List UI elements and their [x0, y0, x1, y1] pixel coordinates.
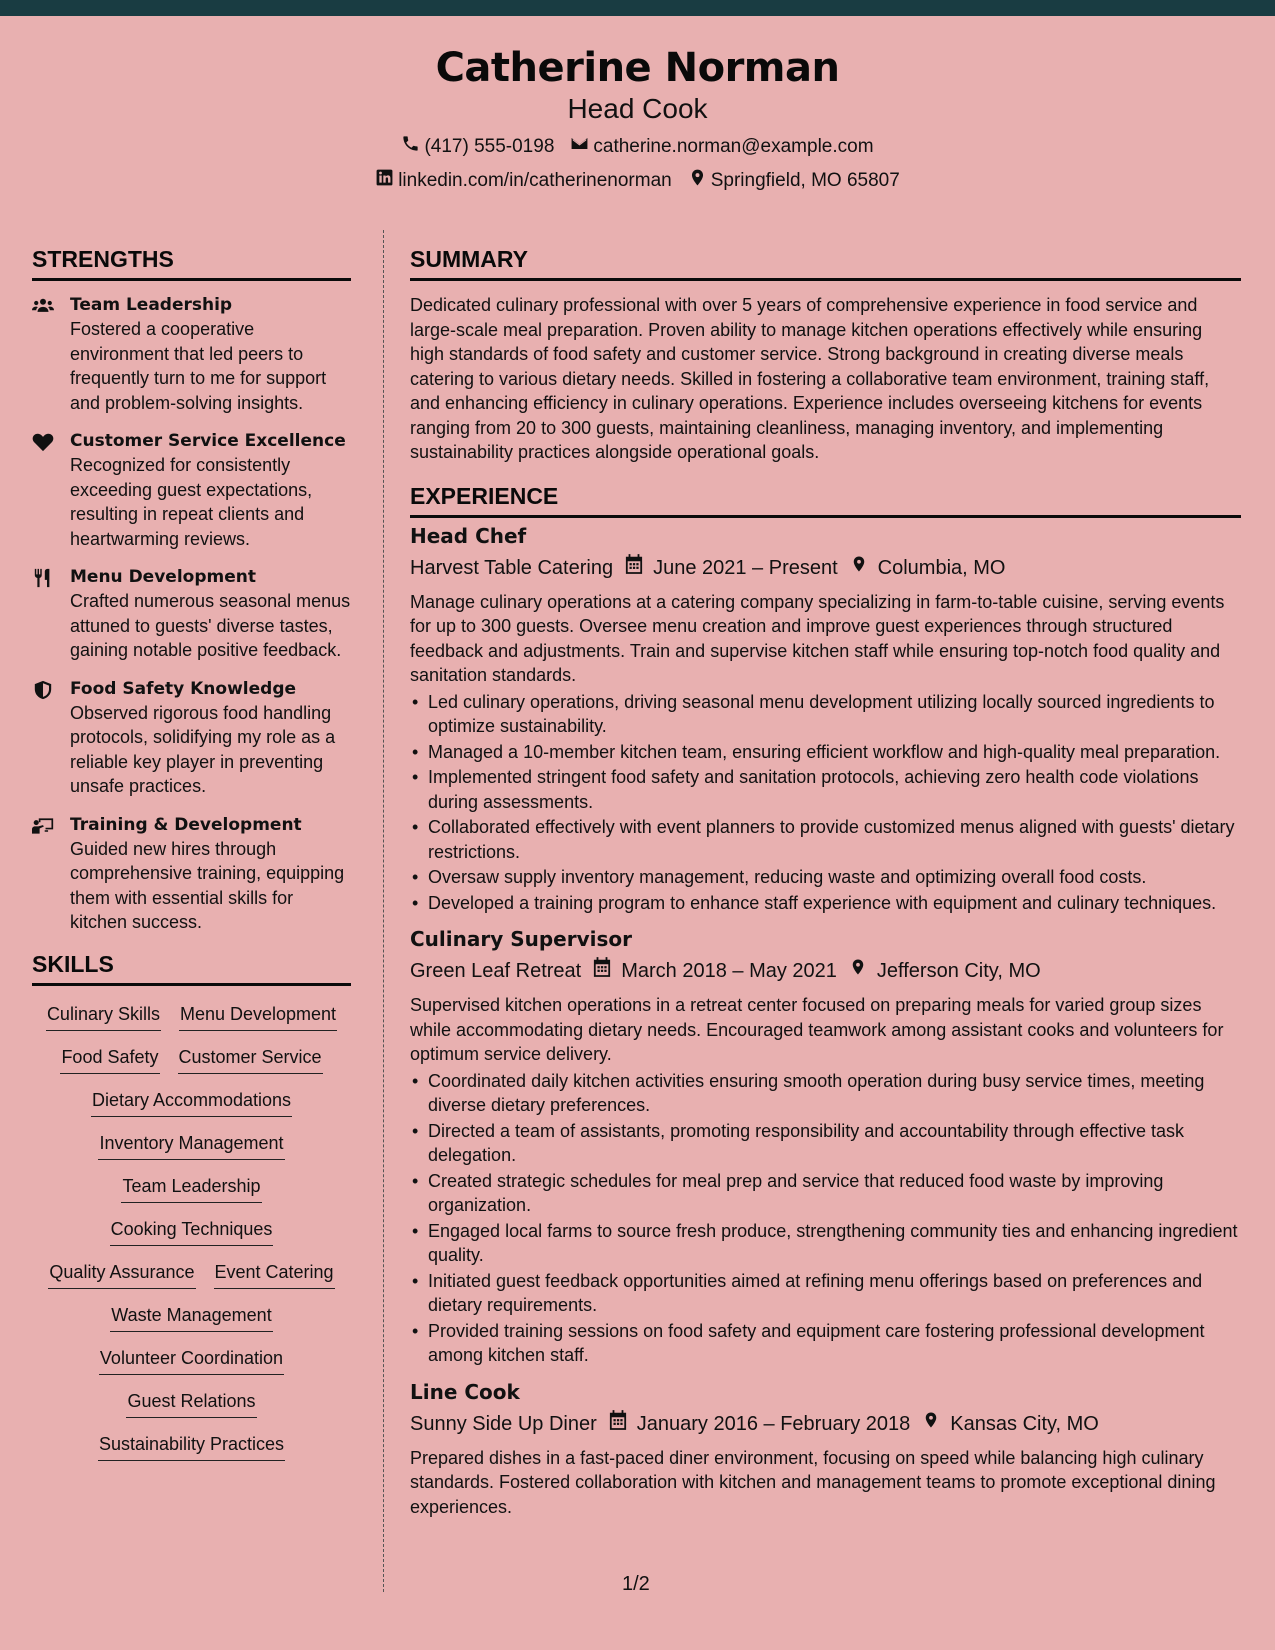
email-text: catherine.norman@example.com [593, 136, 874, 157]
contact-phone [401, 134, 554, 160]
job-company: Sunny Side Up Diner [410, 1412, 597, 1435]
job-bullet: • Managed a 10-member kitchen team, ensuring efficient workflow and high-quality meal preparation. [410, 740, 1241, 765]
skills-title: SKILLS [32, 949, 351, 986]
job-company: Harvest Table Catering [410, 556, 614, 579]
job-title: Line Cook [410, 1379, 520, 1404]
teacher-icon [32, 813, 60, 935]
skill-tag: Menu Development [179, 1002, 337, 1031]
skill-tag: Dietary Accommodations [91, 1088, 292, 1117]
strength-desc: Guided new hires through comprehensive training, equipping them with essential skills for kitchen success. [70, 838, 345, 932]
left-column [32, 244, 351, 1461]
job-dates [609, 1410, 911, 1438]
phone-icon [401, 134, 420, 160]
linkedin-icon [375, 168, 394, 194]
strength-title: Customer Service Excellence [70, 431, 346, 451]
strength-desc: Crafted numerous seasonal menus attuned to guests' diverse tastes, gaining notable positive feedback. [70, 591, 351, 660]
contact-line-2 [0, 168, 1275, 194]
job-bullet: • Provided training sessions on food safety and equipment care fostering professional development among kitchen staff. [410, 1319, 1241, 1368]
job-bullet: • Created strategic schedules for meal prep and service that reduced food waste by improving organization. [410, 1169, 1241, 1218]
contact-line-1 [0, 134, 1275, 160]
skill-tag: Customer Service [178, 1045, 323, 1074]
job-dates [625, 554, 838, 582]
skill-tag: Team Leadership [121, 1174, 261, 1203]
job-location-text: Kansas City, MO [950, 1412, 1099, 1435]
contact-email[interactable] [570, 134, 873, 160]
strengths-title: STRENGTHS [32, 244, 351, 281]
job-location [922, 1410, 1099, 1438]
skill-tag: Volunteer Coordination [99, 1346, 284, 1375]
job-entry [410, 925, 1241, 1368]
right-column [410, 244, 1241, 1519]
job-bullet: • Oversaw supply inventory management, reducing waste and optimizing overall food costs. [410, 865, 1241, 890]
strength-title: Food Safety Knowledge [70, 678, 297, 699]
skill-tag: Inventory Management [98, 1131, 284, 1160]
skills-list [32, 1002, 351, 1461]
users-icon [32, 293, 60, 415]
strength-desc: Observed rigorous food handling protocols, solidifying my role as a reliable key player in preventing unsafe practices. [70, 702, 336, 796]
strength-desc: Fostered a cooperative environment that led peers to frequently turn to me for support and problem-solving insights. [70, 319, 327, 413]
job-bullet: • Led culinary operations, driving seasonal menu development utilizing locally sourced ingredients to optimize sustainability. [410, 690, 1241, 739]
strength-item [32, 813, 351, 935]
job-bullets [410, 690, 1241, 916]
shield-icon [32, 677, 60, 799]
column-divider [383, 230, 384, 1592]
job-location-text: Columbia, MO [877, 556, 1006, 579]
job-dates-text: January 2016 – February 2018 [636, 1412, 911, 1435]
summary-text: Dedicated culinary professional with over 5 years of comprehensive experience in food service and large-scale meal preparation. Proven ability to manage kitchen operations effectively while ensuring high standards of food safety and customer service. Strong background in creating diverse meals catering to various dietary needs. Skilled in fostering a collaborative team environment, training staff, and enhancing efficiency in culinary operations. Experience includes overseeing kitchens for events ranging from 20 to 300 guests, maintaining cleanliness, managing inventory, and implementing sustainability practices alongside operational goals. [410, 295, 1210, 462]
job-dates-text: March 2018 – May 2021 [621, 960, 837, 982]
job-location [849, 957, 1041, 985]
calendar-icon [625, 554, 643, 582]
envelope-icon [570, 134, 589, 160]
skill-tag: Cooking Techniques [110, 1217, 274, 1246]
job-bullet: • Collaborated effectively with event planners to provide customized menus aligned with guests' dietary restrictions. [410, 815, 1241, 864]
job-entry [410, 1378, 1241, 1520]
resume-header [0, 16, 1275, 204]
utensils-icon [32, 565, 60, 663]
map-pin-icon [688, 168, 707, 194]
skills-section [32, 949, 351, 1461]
strength-item [32, 293, 351, 415]
job-bullet: • Implemented stringent food safety and sanitation protocols, achieving zero health code violations during assessments. [410, 765, 1241, 814]
heart-icon [32, 429, 60, 551]
map-pin-icon [922, 1410, 940, 1438]
strength-item [32, 565, 351, 663]
map-pin-icon [850, 554, 868, 582]
job-bullets [410, 1069, 1241, 1368]
contact-linkedin[interactable] [375, 168, 672, 194]
calendar-icon [609, 1410, 627, 1438]
job-location-text: Jefferson City, MO [876, 960, 1041, 982]
job-bullet: • Developed a training program to enhance staff experience with equipment and culinary techniques. [410, 891, 1241, 916]
contact-location [688, 168, 900, 194]
job-dates-text: June 2021 – Present [653, 556, 838, 579]
skill-tag: Quality Assurance [48, 1260, 195, 1289]
calendar-icon [593, 957, 611, 985]
strength-desc: Recognized for consistently exceeding guest expectations, resulting in repeat clients and heartwarming reviews. [70, 455, 313, 549]
job-meta [410, 957, 1241, 985]
strength-title: Menu Development [70, 567, 256, 587]
strength-item [32, 677, 351, 799]
map-pin-icon [849, 957, 867, 985]
job-bullet: • Coordinated daily kitchen activities ensuring smooth operation during busy service times, meeting diverse dietary preferences. [410, 1069, 1241, 1118]
job-company: Green Leaf Retreat [410, 960, 582, 982]
strength-title: Training & Development [70, 814, 302, 835]
skill-tag: Food Safety [60, 1045, 159, 1074]
job-title: Culinary Supervisor [410, 927, 633, 951]
page-number: 1/2 [622, 1573, 650, 1595]
skill-tag: Event Catering [214, 1260, 335, 1289]
job-location [850, 554, 1006, 582]
job-description: Supervised kitchen operations in a retreat center focused on preparing meals for varied group sizes while accommodating dietary needs. Encouraged teamwork among assistant cooks and volunteers for optimum service delivery. [410, 995, 1224, 1064]
candidate-name: Catherine Norman [435, 45, 840, 91]
job-entry [410, 522, 1241, 916]
skill-tag: Culinary Skills [46, 1002, 161, 1031]
job-meta [410, 554, 1241, 582]
job-description: Manage culinary operations at a catering company specializing in farm-to-table cuisine, serving events for up to 300 guests. Oversee menu creation and improve guest experiences through structured feedback and adjustments. Train and supervise kitchen staff while ensuring top-notch food quality and sanitation standards. [410, 591, 1225, 685]
candidate-role: Head Cook [567, 93, 708, 124]
job-bullet: • Initiated guest feedback opportunities aimed at refining menu offerings based on preferences and dietary requirements. [410, 1269, 1241, 1318]
job-dates [593, 957, 837, 985]
strength-title: Team Leadership [70, 295, 233, 315]
linkedin-text: linkedin.com/in/catherinenorman [398, 170, 672, 191]
job-description: Prepared dishes in a fast-paced diner environment, focusing on speed while balancing high culinary standards. Fostered collaboration with kitchen and management teams to promote exceptional dining experiences. [410, 1447, 1216, 1517]
skill-tag: Waste Management [110, 1303, 272, 1332]
job-title: Head Chef [410, 523, 527, 548]
skill-tag: Guest Relations [126, 1389, 256, 1418]
phone-text: (417) 555-0198 [424, 136, 555, 157]
strength-item [32, 429, 351, 551]
job-bullet: • Directed a team of assistants, promoting responsibility and accountability through effective task delegation. [410, 1119, 1241, 1168]
top-bar [0, 0, 1275, 16]
job-meta [410, 1410, 1241, 1438]
skill-tag: Sustainability Practices [98, 1432, 285, 1461]
experience-title: EXPERIENCE [410, 481, 1241, 518]
location-text: Springfield, MO 65807 [710, 170, 900, 191]
summary-title: SUMMARY [410, 244, 1241, 281]
job-bullet: • Engaged local farms to source fresh produce, strengthening community ties and enhancing ingredient quality. [410, 1219, 1241, 1268]
